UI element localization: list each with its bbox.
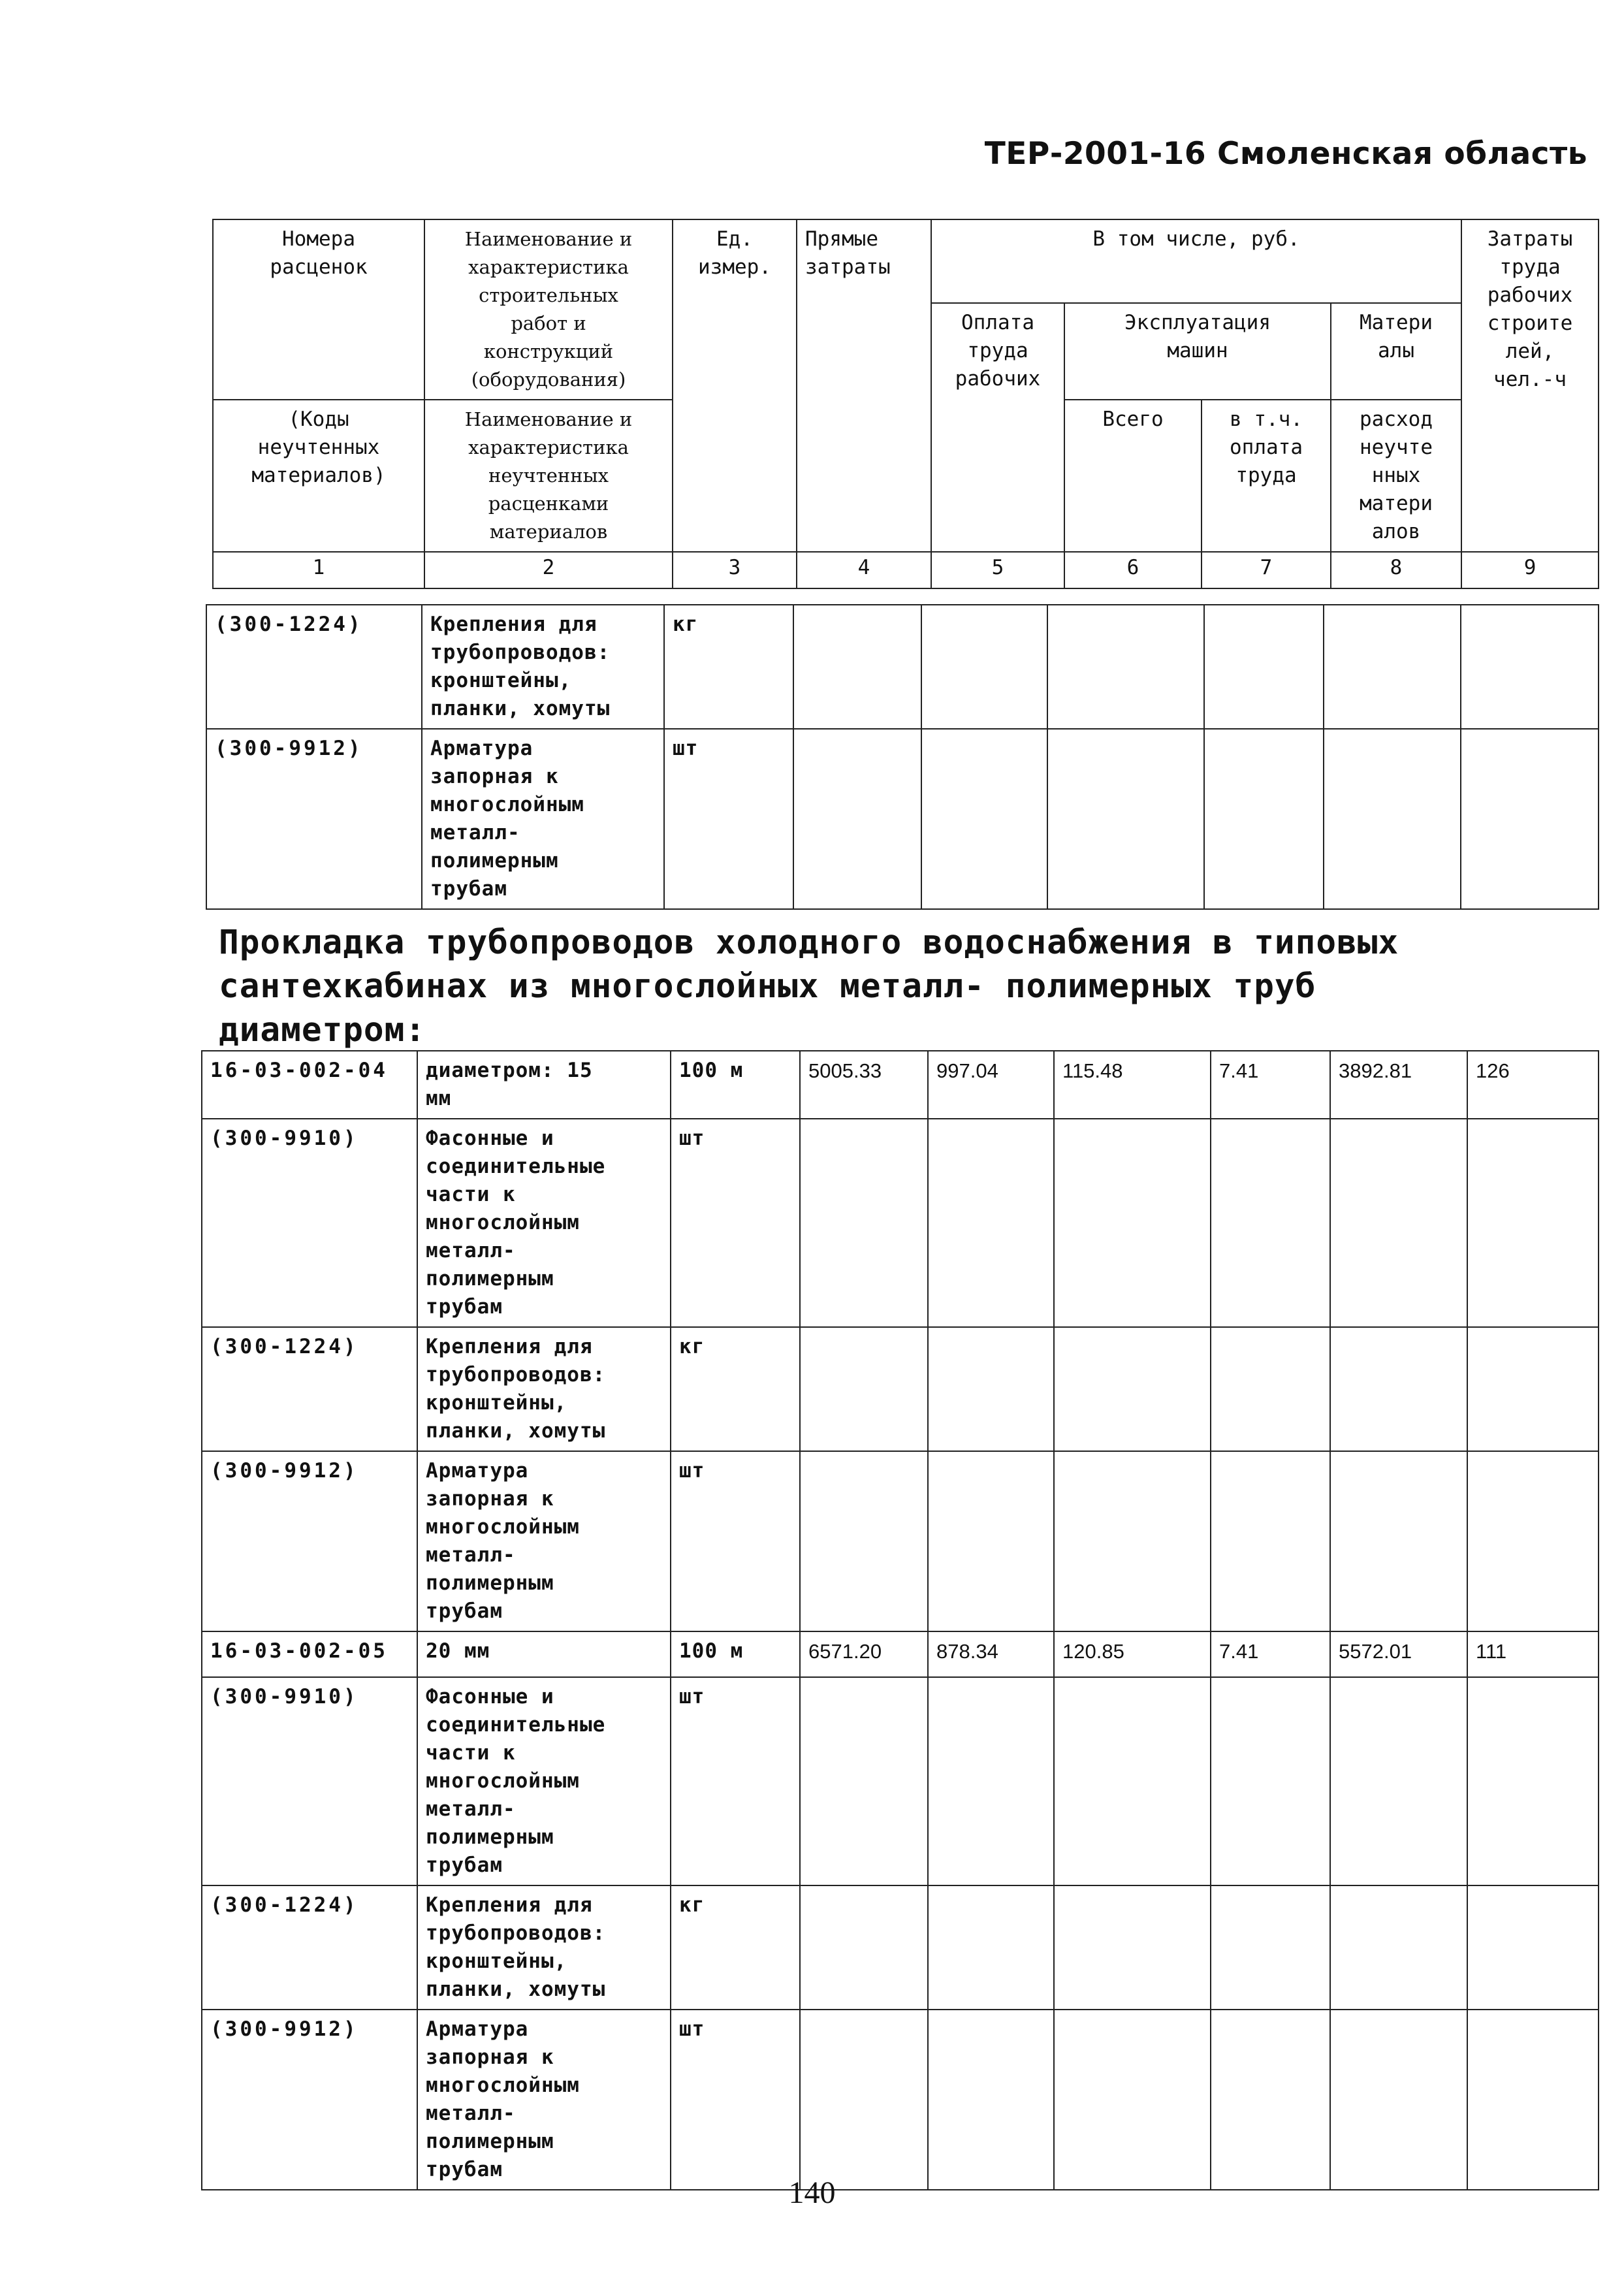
wages-cell [928,1119,1054,1327]
unit-cell: 100 м [671,1631,800,1677]
materials-cell [1330,2010,1467,2190]
column-number: 9 [1461,552,1599,588]
materials-cell [1330,1885,1467,2010]
rate-code-cell: (300-9910) [202,1677,417,1885]
machines-wages-cell [1211,1327,1330,1451]
header-machines-wages: в т.ч. оплата труда [1202,400,1331,552]
rate-code-cell: 16-03-002-04 [202,1051,417,1119]
wages-cell [928,1451,1054,1631]
labor-hours-cell [1467,1885,1599,2010]
column-number: 1 [213,552,424,588]
labor-hours-cell [1461,729,1599,909]
item-name-cell: Фасонные и соединительные части к многослойным металл- полимерным трубам [417,1677,671,1885]
table-row [202,1451,1599,1631]
page-number: 140 [788,2175,836,2210]
table-row [202,1885,1599,2010]
machines-total-cell [1047,729,1204,909]
table-body [202,1051,1599,2190]
labor-hours-cell [1461,605,1599,729]
rate-code-cell: 16-03-002-05 [202,1631,417,1677]
unit-cell: кг [671,1885,800,2010]
materials-cell [1324,729,1461,909]
rates-table [201,1050,1599,2190]
column-number: 8 [1331,552,1461,588]
header-code: Номера расценок [213,219,424,400]
unit-cell: шт [671,1677,800,1885]
wages-cell [928,1885,1054,2010]
direct-costs-cell [800,1451,928,1631]
header-direct-costs: Прямые затраты [797,219,931,552]
header-wages: Оплата труда рабочих [931,303,1064,552]
machines-total-cell [1054,1451,1211,1631]
machines-wages-cell [1204,605,1324,729]
unit-cell: шт [671,2010,800,2190]
unit-cell: шт [671,1451,800,1631]
item-name-cell: Арматура запорная к многослойным металл- полимерным трубам [417,2010,671,2190]
rate-code-cell: (300-1224) [202,1885,417,2010]
wages-cell [928,2010,1054,2190]
item-name-cell: Арматура запорная к многослойным металл- полимерным трубам [422,729,664,909]
direct-costs-cell [793,605,921,729]
item-name-cell: Арматура запорная к многослойным металл- полимерным трубам [417,1451,671,1631]
rate-code-cell: (300-9912) [206,729,422,909]
direct-costs-cell [800,1119,928,1327]
table-row [206,729,1599,909]
item-name-cell: Крепления для трубопроводов: кронштейны, планки, хомуты [417,1885,671,2010]
column-number: 2 [424,552,673,588]
column-number: 3 [673,552,797,588]
unit-cell: шт [671,1119,800,1327]
machines-wages-cell: 7.41 [1211,1051,1330,1119]
labor-hours-cell [1467,2010,1599,2190]
machines-total-cell [1054,1119,1211,1327]
direct-costs-cell: 5005.33 [800,1051,928,1119]
header-labor-hours: Затраты труда рабочих строите лей, чел.-ч [1461,219,1599,552]
machines-wages-cell [1211,1451,1330,1631]
materials-cell [1330,1451,1467,1631]
rate-code-cell: (300-1224) [202,1327,417,1451]
materials-cell [1330,1119,1467,1327]
item-name-cell: Фасонные и соединительные части к многослойным металл- полимерным трубам [417,1119,671,1327]
rate-code-cell: (300-9912) [202,1451,417,1631]
machines-wages-cell [1211,1119,1330,1327]
document-header: ТЕР-2001-16 Смоленская область [984,136,1587,172]
machines-wages-cell: 7.41 [1211,1631,1330,1677]
machines-wages-cell [1204,729,1324,909]
header-uncounted-code: (Коды неучтенных материалов) [213,400,424,552]
machines-total-cell [1047,605,1204,729]
unit-cell: 100 м [671,1051,800,1119]
machines-total-cell [1054,1677,1211,1885]
machines-total-cell [1054,2010,1211,2190]
item-name-cell: 20 мм [417,1631,671,1677]
machines-total-cell: 120.85 [1054,1631,1211,1677]
machines-total-cell: 115.48 [1054,1051,1211,1119]
labor-hours-cell [1467,1119,1599,1327]
table-row [206,605,1599,729]
table-row [202,2010,1599,2190]
section-title: Прокладка трубопроводов холодного водоснабжения в типовых сантехкабинах из многослойных металл- полимерных труб диаметром: [219,923,1399,1050]
unit-cell: кг [671,1327,800,1451]
table-row [202,1051,1599,1119]
rate-code-cell: (300-1224) [206,605,422,729]
machines-total-cell [1054,1327,1211,1451]
wages-cell [921,729,1047,909]
labor-hours-cell [1467,1451,1599,1631]
column-number: 6 [1064,552,1202,588]
machines-wages-cell [1211,2010,1330,2190]
unit-cell: кг [664,605,793,729]
header-machine-operation: Эксплуатация машин [1064,303,1331,400]
table-row [202,1631,1599,1677]
direct-costs-cell [800,1327,928,1451]
rate-code-cell: (300-9912) [202,2010,417,2190]
item-name-cell: Крепления для трубопроводов: кронштейны, планки, хомуты [417,1327,671,1451]
table-row [202,1119,1599,1327]
machines-total-cell [1054,1885,1211,2010]
direct-costs-cell [800,1677,928,1885]
header-uncounted-materials: расход неучте нных матери алов [1331,400,1461,552]
column-number: 7 [1202,552,1331,588]
unit-cell: шт [664,729,793,909]
column-header-table [212,219,1599,589]
header-machines-total: Всего [1064,400,1202,552]
wages-cell [921,605,1047,729]
direct-costs-cell [793,729,921,909]
rate-code-cell: (300-9910) [202,1119,417,1327]
materials-table-continued [206,604,1599,910]
labor-hours-cell: 111 [1467,1631,1599,1677]
direct-costs-cell [800,2010,928,2190]
direct-costs-cell [800,1885,928,2010]
table-body [206,605,1599,909]
table-row [202,1327,1599,1451]
item-name-cell: Крепления для трубопроводов: кронштейны, планки, хомуты [422,605,664,729]
wages-cell [928,1327,1054,1451]
materials-cell [1330,1677,1467,1885]
item-name-cell: диаметром: 15 мм [417,1051,671,1119]
materials-cell: 3892.81 [1330,1051,1467,1119]
wages-cell: 878.34 [928,1631,1054,1677]
labor-hours-cell [1467,1677,1599,1885]
header-unit: Ед. измер. [673,219,797,552]
materials-cell [1324,605,1461,729]
header-name: Наименование и характеристика строительных работ и конструкций (оборудования) [424,219,673,400]
header-materials: Матери алы [1331,303,1461,400]
machines-wages-cell [1211,1885,1330,2010]
direct-costs-cell: 6571.20 [800,1631,928,1677]
wages-cell: 997.04 [928,1051,1054,1119]
column-number: 5 [931,552,1064,588]
wages-cell [928,1677,1054,1885]
materials-cell: 5572.01 [1330,1631,1467,1677]
materials-cell [1330,1327,1467,1451]
machines-wages-cell [1211,1677,1330,1885]
labor-hours-cell: 126 [1467,1051,1599,1119]
header-including-group: В том числе, руб. [931,219,1461,303]
column-number: 4 [797,552,931,588]
labor-hours-cell [1467,1327,1599,1451]
table-row [202,1677,1599,1885]
header-uncounted-name: Наименование и характеристика неучтенных расценками материалов [424,400,673,552]
